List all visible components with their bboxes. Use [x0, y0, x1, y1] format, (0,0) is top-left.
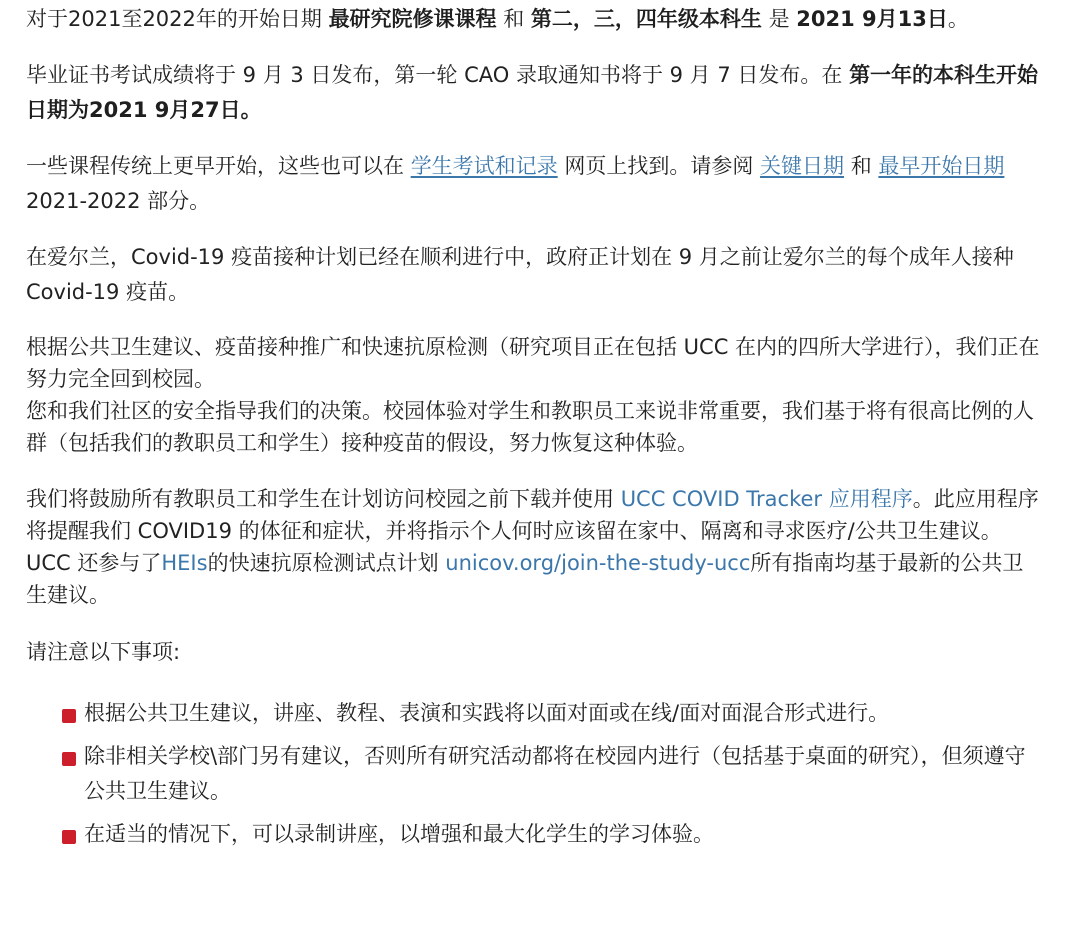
list-item-text: 根据公共卫生建议，讲座、教程、表演和实践将以面对面或在线/面对面混合形式进行。	[84, 701, 890, 725]
undergrad-years-emphasis: 第二，三，四年级本科生	[530, 7, 762, 31]
first-year-start-emphasis: 第一年的本科生开始日期为2021 9月27日。	[26, 63, 1039, 122]
text: 。此应用程序将提醒我们 COVID19 的体征和症状，并将指示个人何时应该留在家中、隔离和寻求医疗/公共卫生建议。UCC 还参与了	[26, 487, 1039, 575]
list-item-text: 除非相关学校\部门另有建议，否则所有研究活动都将在校园内进行（包括基于桌面的研究），但须遵守公共卫生建议。	[84, 744, 1026, 803]
results-paragraph	[26, 58, 1040, 128]
list-item	[62, 739, 1040, 809]
text: 网页上找到。请参阅	[557, 154, 761, 178]
red-square-bullet-icon	[62, 830, 76, 844]
key-dates-link[interactable]: 关键日期	[760, 154, 845, 178]
unicov-study-link[interactable]: unicov.org/join-the-study-ucc	[445, 551, 751, 575]
red-square-bullet-icon	[62, 752, 76, 766]
text: 是	[761, 7, 797, 31]
covid-tracker-paragraph	[26, 483, 1040, 611]
early-courses-paragraph	[26, 149, 1040, 219]
return-to-campus-paragraph	[26, 331, 1040, 459]
text: 根据公共卫生建议、疫苗接种推广和快速抗原检测（研究项目正在包括 UCC 在内的四所大学进行），我们正在努力完全回到校园。	[26, 335, 1040, 391]
student-exams-records-link[interactable]: 学生考试和记录	[410, 154, 558, 178]
notes-list	[26, 696, 1040, 852]
red-square-bullet-icon	[62, 709, 76, 723]
list-item	[62, 817, 1040, 852]
heis-link[interactable]: HEIs	[161, 551, 208, 575]
text: 您和我们社区的安全指导我们的决策。校园体验对学生和教职员工来说非常重要，我们基于将有很高比例的人群（包括我们的教职员工和学生）接种疫苗的假设，努力恢复这种体验。	[26, 399, 1034, 455]
text: 和	[496, 7, 531, 31]
postgrad-courses-emphasis: 最研究院修课课程	[328, 7, 497, 31]
text: 一些课程传统上更早开始，这些也可以在	[26, 154, 411, 178]
text: 的快速抗原检测试点计划	[207, 551, 446, 575]
text: 2021-2022 部分。	[26, 189, 211, 213]
earliest-start-dates-link[interactable]: 最早开始日期	[878, 154, 1005, 178]
text: 。	[947, 7, 969, 31]
text: 和	[844, 154, 879, 178]
list-item-text: 在适当的情况下，可以录制讲座，以增强和最大化学生的学习体验。	[84, 822, 714, 846]
covid-tracker-app-link[interactable]: UCC COVID Tracker 应用程序	[620, 487, 913, 511]
list-item	[62, 696, 1040, 731]
text: 所有指南均基于最新的公共卫生建议。	[26, 551, 1024, 607]
vaccination-paragraph: 在爱尔兰，Covid-19 疫苗接种计划已经在顺利进行中，政府正计划在 9 月之前让爱尔兰的每个成年人接种 Covid-19 疫苗。	[26, 245, 1014, 304]
start-dates-paragraph	[26, 2, 1040, 37]
start-date-emphasis: 2021 9月13日	[796, 7, 948, 31]
notes-heading: 请注意以下事项:	[26, 640, 181, 664]
text: 我们将鼓励所有教职员工和学生在计划访问校园之前下载并使用	[26, 487, 621, 511]
text: 对于2021至2022年的开始日期	[26, 7, 329, 31]
text: 毕业证书考试成绩将于 9 月 3 日发布，第一轮 CAO 录取通知书将于 9 月 7 日发布。在	[26, 63, 850, 87]
